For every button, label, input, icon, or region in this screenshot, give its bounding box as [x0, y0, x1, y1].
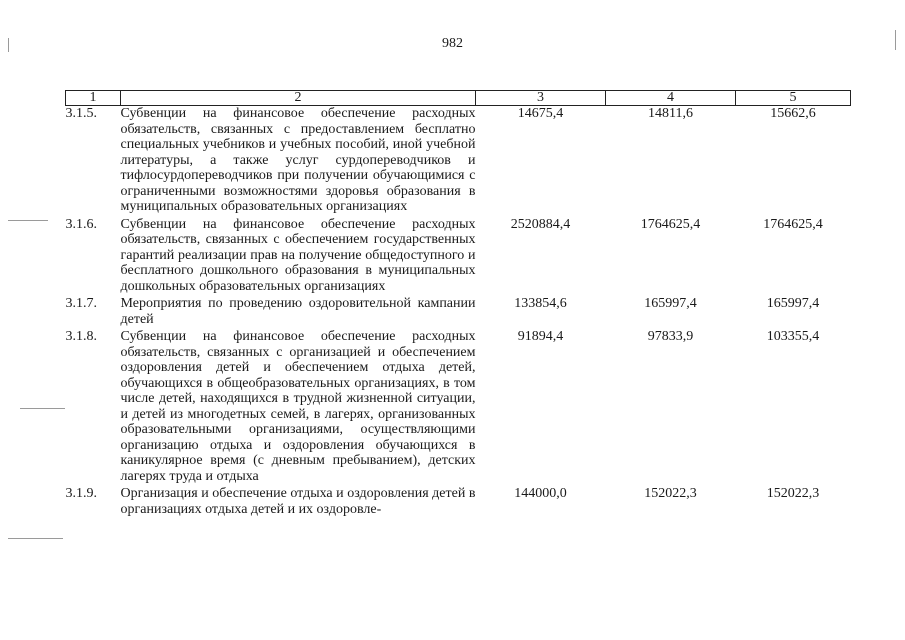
scan-artifact: [8, 220, 48, 221]
value-col5: 165997,4: [766, 296, 820, 311]
column-header-2: 2: [121, 91, 476, 106]
table-header-row: [66, 91, 851, 106]
value-col4: 14811,6: [648, 106, 693, 121]
value-col4: 1764625,4: [640, 216, 701, 232]
value-col3: 144000,0: [514, 486, 567, 501]
item-description: Субвенции на финансовое обеспечение расходных обязательств, связанных с обеспечением государственных гарантий реализации прав на получение общедоступного и бесплатного дошкольного образования в муниципальных дошкольных образовательных организациях: [120, 216, 476, 294]
value-col3: 91894,4: [517, 329, 564, 344]
table-row: [66, 217, 851, 295]
column-header-5: 5: [736, 91, 851, 106]
column-header-1: 1: [66, 91, 121, 106]
value-col5: 1764625,4: [763, 216, 823, 232]
item-description: Мероприятия по проведению оздоровительной кампании детей: [120, 296, 476, 327]
value-col3: 133854,6: [514, 296, 567, 311]
scan-artifact: [20, 408, 65, 409]
budget-table: [65, 90, 851, 517]
item-code: 3.1.6.: [65, 216, 97, 232]
value-col4: 165997,4: [644, 296, 697, 311]
item-description: Организация и обеспечение отдыха и оздоровления детей в организациях отдыха детей и их оздоровле-: [120, 486, 476, 517]
value-col5: 103355,4: [766, 329, 820, 344]
column-header-3: 3: [476, 91, 606, 106]
item-code: 3.1.5.: [65, 106, 97, 121]
value-col5: 15662,6: [770, 106, 816, 121]
table-row: [66, 106, 851, 215]
item-code: 3.1.7.: [65, 296, 97, 311]
item-description: Субвенции на финансовое обеспечение расходных обязательств, связанных с организацией и обеспечением оздоровления детей и обеспечением отдыха детей, обучающихся в общеобразовательных организациях, в том числе детей, находящихся в трудной жизненной ситуации, и детей из многодетных семей, в лагерях, организованных образовательными организациями, осуществляющими организацию отдыха и оздоровления обучающихся в каникулярное время (с дневным пребыванием), детских лагерях труда и отдыха: [120, 329, 476, 484]
value-col3: 2520884,4: [510, 216, 571, 232]
item-code: 3.1.8.: [65, 329, 97, 344]
value-col3: 14675,4: [517, 106, 564, 121]
page-number: 982: [442, 36, 463, 51]
table-row: [66, 296, 851, 327]
value-col4: 152022,3: [644, 486, 697, 501]
value-col4: 97833,9: [647, 329, 694, 344]
item-code: 3.1.9.: [65, 486, 97, 501]
column-header-4: 4: [606, 91, 736, 106]
scan-artifact: [895, 30, 896, 50]
value-col5: 152022,3: [766, 486, 820, 501]
table-row: [66, 329, 851, 484]
item-description: Субвенции на финансовое обеспечение расходных обязательств, связанных с предоставлением бесплатно специальных учебников и учебных пособий, иной учебной литературы, а также услуг сурдопереводчиков и тифлосурдопереводчиков при получении обучающимися с ограниченными возможностями здоровья образования в муниципальных образовательных организациях: [120, 106, 476, 214]
scan-artifact: [8, 538, 63, 539]
table-row: [66, 486, 851, 517]
scan-artifact: [8, 38, 9, 52]
